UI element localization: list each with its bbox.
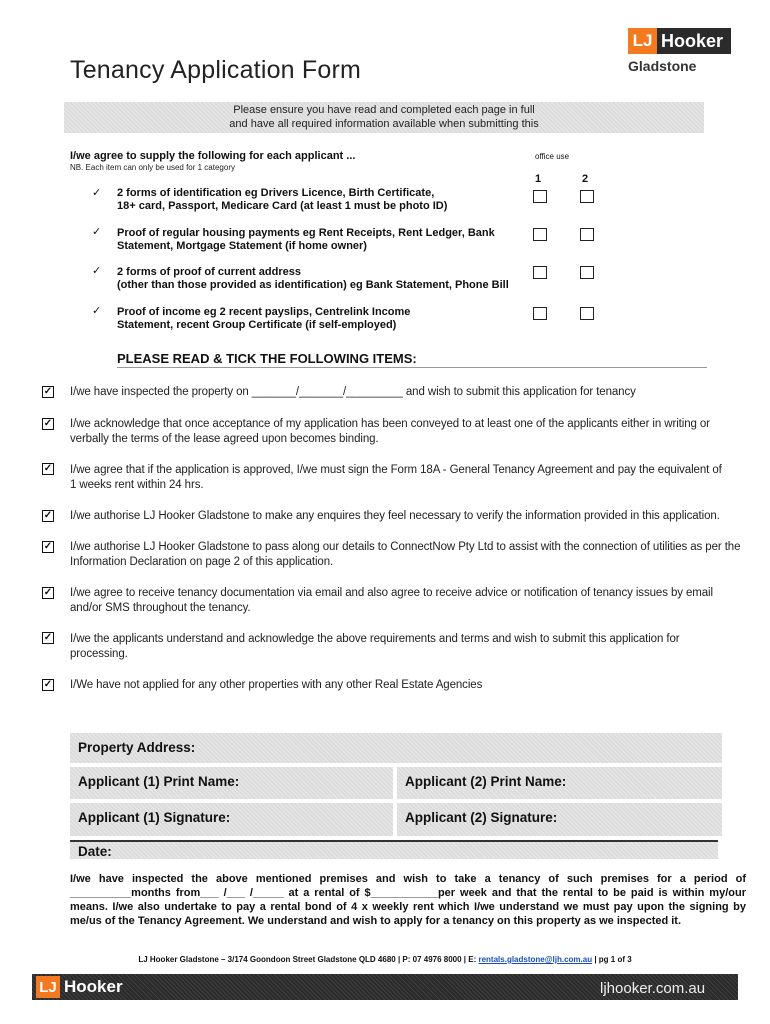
office-use-label: office use bbox=[535, 152, 570, 161]
office-checkbox-1-1[interactable] bbox=[533, 190, 547, 203]
office-col-1: 1 bbox=[535, 173, 542, 185]
requirement-item bbox=[117, 266, 517, 292]
logo-lj-mark: LJ bbox=[628, 28, 657, 54]
agreement-item-6 bbox=[70, 586, 750, 616]
applicant1-signature-field[interactable]: Applicant (1) Signature: bbox=[70, 803, 393, 836]
requirement-line-2: (other than those provided as identification) eg Bank Statement, Phone Bill bbox=[117, 279, 509, 291]
agreement-item-2 bbox=[70, 417, 750, 447]
agreement-line: I/we have inspected the property on _______/_______/_________ and wish to submit this application for tenancy bbox=[70, 386, 636, 398]
requirement-line-1: Proof of regular housing payments eg Rent Receipts, Rent Ledger, Bank bbox=[117, 227, 495, 239]
agreement-line: I/we authorise LJ Hooker Gladstone to pass along our details to ConnectNow Pty Ltd to assist with the connection of utilities as per the bbox=[70, 541, 741, 553]
requirement-line-1: Proof of income eg 2 recent payslips, Centrelink Income bbox=[117, 306, 411, 318]
property-address-field[interactable]: Property Address: bbox=[70, 733, 722, 763]
footer-logo-name: Hooker bbox=[64, 977, 123, 996]
agreement-item-1 bbox=[70, 385, 750, 400]
office-checkbox-3-2[interactable] bbox=[580, 266, 594, 279]
logo-name: Hooker bbox=[657, 28, 731, 54]
applicant2-signature-field[interactable]: Applicant (2) Signature: bbox=[397, 803, 722, 836]
agreement-item-3 bbox=[70, 463, 750, 493]
tick-section-heading: PLEASE READ & TICK THE FOLLOWING ITEMS: bbox=[117, 351, 417, 366]
agreement-checkbox-1[interactable]: ✓ bbox=[43, 386, 53, 397]
requirement-item bbox=[117, 306, 517, 332]
requirement-line-2: Statement, Mortgage Statement (if home owner) bbox=[117, 240, 367, 252]
agreement-checkbox-2[interactable]: ✓ bbox=[43, 418, 53, 429]
office-col-2: 2 bbox=[582, 173, 589, 185]
intro-line-1: Please ensure you have read and completed each page in full bbox=[233, 104, 535, 116]
legal-declaration: I/we have inspected the above mentioned premises and wish to take a tenancy of such premises for a period of __________months from___ /___ /_____ at a rental of $___________per week and that the rental to be paid is within my/our means. I/we also undertake to pay a rental bond of 4 x weekly rent which I/we understand we must pay upon the signing by me/us of the Tenancy Agreement. We understand and wish to apply for a tenancy on this property as we inspected it. bbox=[70, 873, 746, 927]
agreement-line: 1 weeks rent within 24 hrs. bbox=[70, 479, 204, 491]
agreement-checkbox-3[interactable]: ✓ bbox=[43, 463, 53, 474]
agreement-checkbox-4[interactable]: ✓ bbox=[43, 510, 53, 521]
agreement-line: I/we agree to receive tenancy documentation via email and also agree to receive advice or notification of tenancy issues by email bbox=[70, 587, 713, 599]
requirement-item bbox=[117, 227, 517, 253]
requirement-line-1: 2 forms of proof of current address bbox=[117, 266, 301, 278]
agreement-checkbox-6[interactable]: ✓ bbox=[43, 587, 53, 598]
agreement-line: I/we the applicants understand and acknowledge the above requirements and terms and wish to submit this application for bbox=[70, 633, 680, 645]
agreement-line: I/We have not applied for any other properties with any other Real Estate Agencies bbox=[70, 679, 483, 691]
intro-banner bbox=[64, 102, 704, 133]
requirement-line-2: 18+ card, Passport, Medicare Card (at least 1 must be photo ID) bbox=[117, 200, 448, 212]
agreement-checkbox-5[interactable]: ✓ bbox=[43, 541, 53, 552]
agreement-item-8 bbox=[70, 678, 750, 693]
footer-page: | pg 1 of 3 bbox=[592, 955, 632, 964]
footer-logo-lj: LJ bbox=[36, 976, 60, 998]
tick-icon: ✓ bbox=[92, 265, 102, 277]
requirements-heading: I/we agree to supply the following for each applicant ... bbox=[70, 150, 356, 162]
agreement-line: I/we authorise LJ Hooker Gladstone to make any enquires they feel necessary to verify the information provided in this application. bbox=[70, 510, 720, 522]
agreement-line: and/or SMS throughout the tenancy. bbox=[70, 602, 251, 614]
agreement-line: Information Declaration on page 2 of this application. bbox=[70, 556, 334, 568]
office-checkbox-3-1[interactable] bbox=[533, 266, 547, 279]
applicant2-name-field[interactable]: Applicant (2) Print Name: bbox=[397, 767, 722, 799]
footer-address: LJ Hooker Gladstone – 3/174 Goondoon Street Gladstone QLD 4680 | P: 07 4976 8000 | E: bbox=[138, 955, 479, 964]
agreement-line: processing. bbox=[70, 648, 128, 660]
requirement-line-2: Statement, recent Group Certificate (if self-employed) bbox=[117, 319, 397, 331]
agreement-item-7 bbox=[70, 632, 750, 662]
footer-logo bbox=[36, 976, 123, 998]
agreement-checkbox-7[interactable]: ✓ bbox=[43, 632, 53, 643]
footer-email-link[interactable]: rentals.gladstone@ljh.com.au bbox=[478, 955, 593, 964]
tick-icon: ✓ bbox=[92, 305, 102, 317]
office-checkbox-2-2[interactable] bbox=[580, 228, 594, 241]
footer-contact bbox=[0, 955, 770, 964]
requirement-item bbox=[117, 187, 517, 213]
office-checkbox-4-2[interactable] bbox=[580, 307, 594, 320]
requirement-line-1: 2 forms of identification eg Drivers Licence, Birth Certificate, bbox=[117, 187, 435, 199]
page-title: Tenancy Application Form bbox=[70, 56, 362, 84]
heading-divider bbox=[117, 367, 707, 368]
office-name: Gladstone bbox=[628, 58, 697, 74]
agreement-item-4 bbox=[70, 509, 750, 524]
lj-hooker-logo bbox=[628, 28, 731, 54]
agreement-line: I/we agree that if the application is approved, I/we must sign the Form 18A - General Tenancy Agreement and pay the equivalent of bbox=[70, 464, 722, 476]
office-checkbox-4-1[interactable] bbox=[533, 307, 547, 320]
office-checkbox-1-2[interactable] bbox=[580, 190, 594, 203]
requirements-note: NB. Each item can only be used for 1 category bbox=[70, 163, 235, 172]
agreement-line: verbally the terms of the lease agreed upon becomes binding. bbox=[70, 433, 379, 445]
tick-icon: ✓ bbox=[92, 226, 102, 238]
footer-website: ljhooker.com.au bbox=[600, 980, 706, 997]
date-field[interactable]: Date: bbox=[70, 840, 718, 859]
agreement-item-5 bbox=[70, 540, 750, 570]
agreement-checkbox-8[interactable]: ✓ bbox=[43, 679, 53, 690]
intro-line-2: and have all required information available when submitting this bbox=[229, 118, 539, 130]
tick-icon: ✓ bbox=[92, 187, 102, 199]
office-checkbox-2-1[interactable] bbox=[533, 228, 547, 241]
agreement-line: I/we acknowledge that once acceptance of my application has been conveyed to at least one of the applicants either in writing or bbox=[70, 418, 710, 430]
applicant1-name-field[interactable]: Applicant (1) Print Name: bbox=[70, 767, 393, 799]
